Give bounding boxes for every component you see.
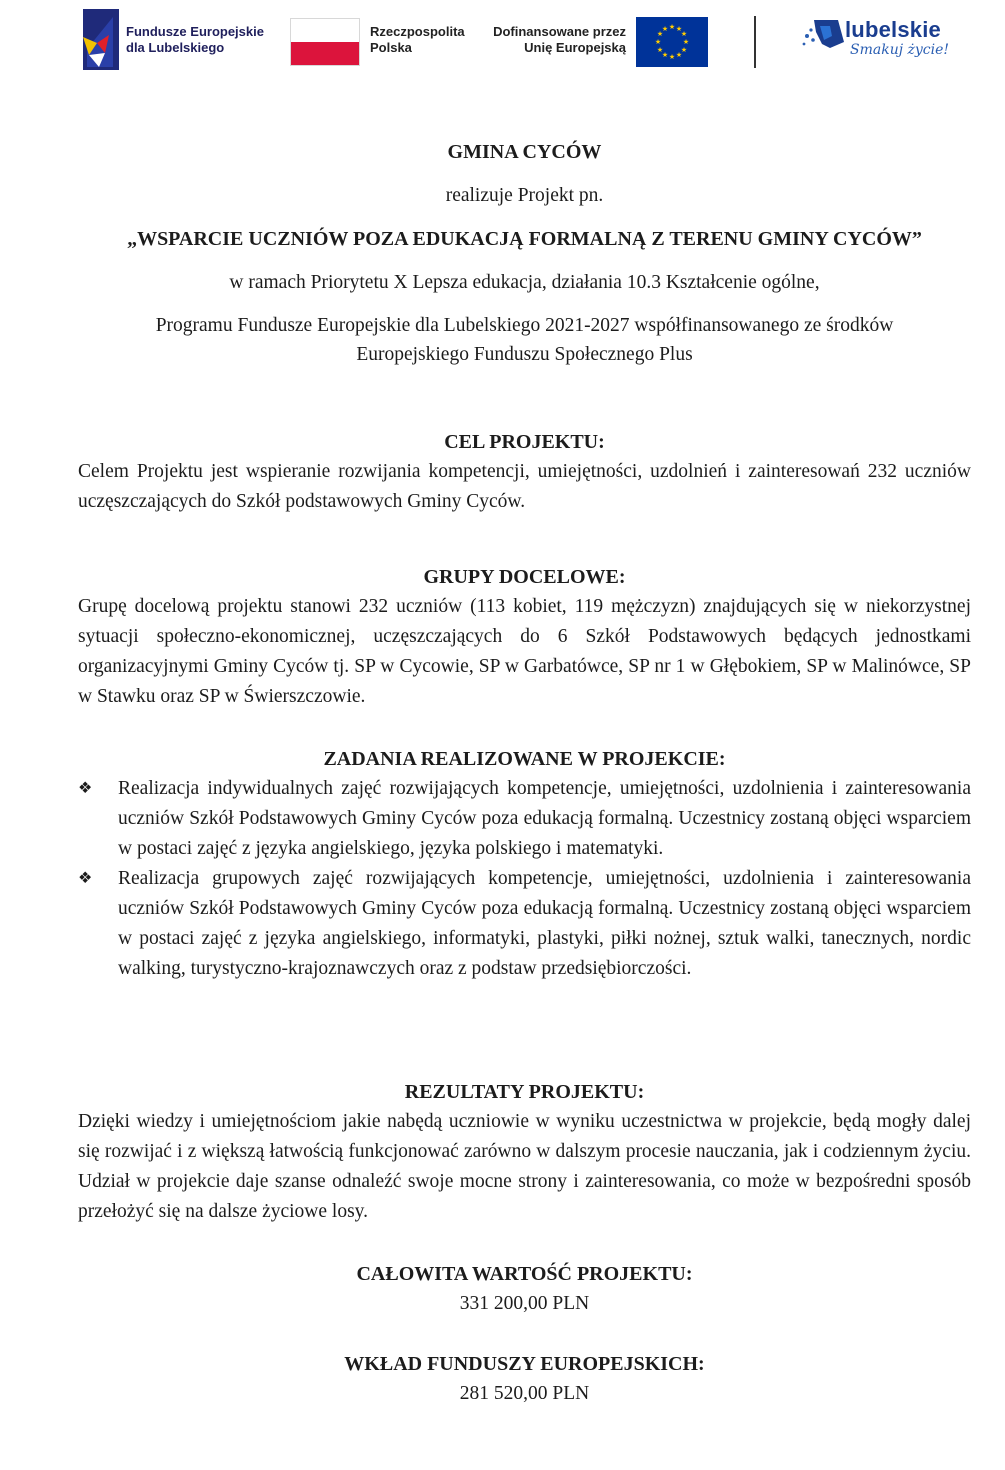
fe-logo-text (126, 24, 264, 56)
eu-line-1: Dofinansowane przez (493, 24, 626, 39)
total-heading: CAŁOWITA WARTOŚĆ PROJEKTU: (356, 1263, 693, 1285)
task-text-2: Realizacja grupowych zajęć rozwijających kompetencje, umiejętności, uzdolnienia i zainteresowania uczniów Szkół Podstawowych Gminy Cyców poza edukacją formalną. Uczestnicy zostaną objęci wsparciem w postaci zajęć z języka angielskiego, informatyki, plastyki, piłki nożnej, sztuk walki, tanecznych, nordic walking, turystyczno-krajoznawczych oraz z podstaw przedsiębiorczości. (118, 868, 971, 979)
poland-flag-icon (290, 18, 360, 66)
goal-text: Celem Projektu jest wspieranie rozwijania kompetencji, umiejętności, uzdolnień i zainteresowań 232 uczniów uczęszczających do Szkół podstawowych Gminy Cyców. (78, 461, 971, 512)
svg-text:★: ★ (661, 51, 669, 59)
tasks-heading: ZADANIA REALIZOWANE W PROJEKCIE: (323, 748, 726, 770)
svg-text:★: ★ (656, 30, 664, 38)
svg-text:★: ★ (656, 46, 664, 54)
org-title: GMINA CYCÓW (447, 141, 602, 163)
svg-text:★: ★ (680, 46, 688, 54)
results-text: Dzięki wiedzy i umiejętnościom jakie nabędą uczniowie w wyniku uczestnictwa w projekcie, będą mogły dalej się rozwijać i z większą łatwością funkcjonować zarówno w dalszym procesie nauczania, jak i codziennym życiu. Udział w projekcie daje szanse odnaleźć swoje mocne strony i zainteresowania, co może w bezpośredni sposób przełożyć się na dalsze życiowe losy. (78, 1111, 971, 1222)
lubelskie-name: lubelskie (845, 17, 941, 42)
eu-contribution-heading: WKŁAD FUNDUSZY EUROPEJSKICH: (344, 1353, 705, 1375)
svg-text:★: ★ (675, 51, 683, 59)
groups-text: Grupę docelową projektu stanowi 232 uczniów (113 kobiet, 119 mężczyzn) znajdujących się w niekorzystnej sytuacji społeczno-ekonomicznej, uczęszczających do 6 Szkół Podstawowych będących jednostkami organizacyjnymi Gminy Cyców tj. SP w Cycowie, SP w Garbatówce, SP nr 1 w Głębokiem, SP w Malinówce, SP w Stawku oraz SP w Świerszczowie. (78, 596, 971, 707)
task-text-1: Realizacja indywidualnych zajęć rozwijających kompetencje, umiejętności, uzdolnienia i zainteresowania uczniów Szkół Podstawowych Gminy Cyców poza edukacją formalną. Uczestnicy zostaną objęci wsparciem w postaci zajęć z języka angielskiego, języka polskiego i matematyki. (118, 778, 971, 859)
program-text (78, 311, 971, 369)
fe-line-1: Fundusze Europejskie (126, 24, 264, 39)
project-title: „WSPARCIE UCZNIÓW POZA EDUKACJĄ FORMALNĄ Z TERENU GMINY CYCÓW” (127, 228, 922, 250)
fe-line-2: dla Lubelskiego (126, 40, 225, 55)
svg-text:★: ★ (680, 30, 688, 38)
eu-line-2: Unię Europejską (524, 40, 626, 55)
groups-heading: GRUPY DOCELOWE: (423, 566, 626, 588)
svg-text:★: ★ (654, 38, 662, 46)
list-item (78, 864, 971, 984)
eu-contribution-value: 281 520,00 PLN (459, 1383, 590, 1404)
priority-line: w ramach Priorytetu X Lepsza edukacja, działania 10.3 Kształcenie ogólne, (229, 272, 820, 293)
logo-bar (0, 0, 1005, 80)
logo-separator (754, 16, 756, 68)
program-line-1: Programu Fundusze Europejskie dla Lubelskiego 2021-2027 współfinansowanego ze środków (155, 315, 894, 336)
rp-line-1: Rzeczpospolita (370, 24, 465, 39)
total-value: 331 200,00 PLN (459, 1293, 590, 1314)
svg-text:★: ★ (682, 38, 690, 46)
svg-text:★: ★ (675, 25, 683, 33)
fundusze-europejskie-logo (83, 9, 119, 70)
svg-text:★: ★ (668, 53, 676, 61)
rp-line-2: Polska (370, 40, 412, 55)
eu-flag-icon (636, 17, 708, 67)
results-heading: REZULTATY PROJEKTU: (404, 1081, 645, 1103)
tasks-list (78, 774, 971, 984)
intro-line: realizuje Projekt pn. (445, 185, 604, 206)
goal-heading: CEL PROJEKTU: (444, 431, 605, 453)
svg-text:★: ★ (668, 23, 676, 31)
program-line-2: Europejskiego Funduszu Społecznego Plus (356, 344, 693, 365)
bullet-icon: ❖ (78, 870, 93, 887)
eu-funding-text (480, 24, 626, 56)
lubelskie-slogan: Smakuj życie! (850, 42, 950, 58)
svg-text:★: ★ (661, 25, 669, 33)
list-item (78, 774, 971, 864)
rp-logo-text (370, 24, 465, 56)
bullet-icon: ❖ (78, 780, 93, 797)
